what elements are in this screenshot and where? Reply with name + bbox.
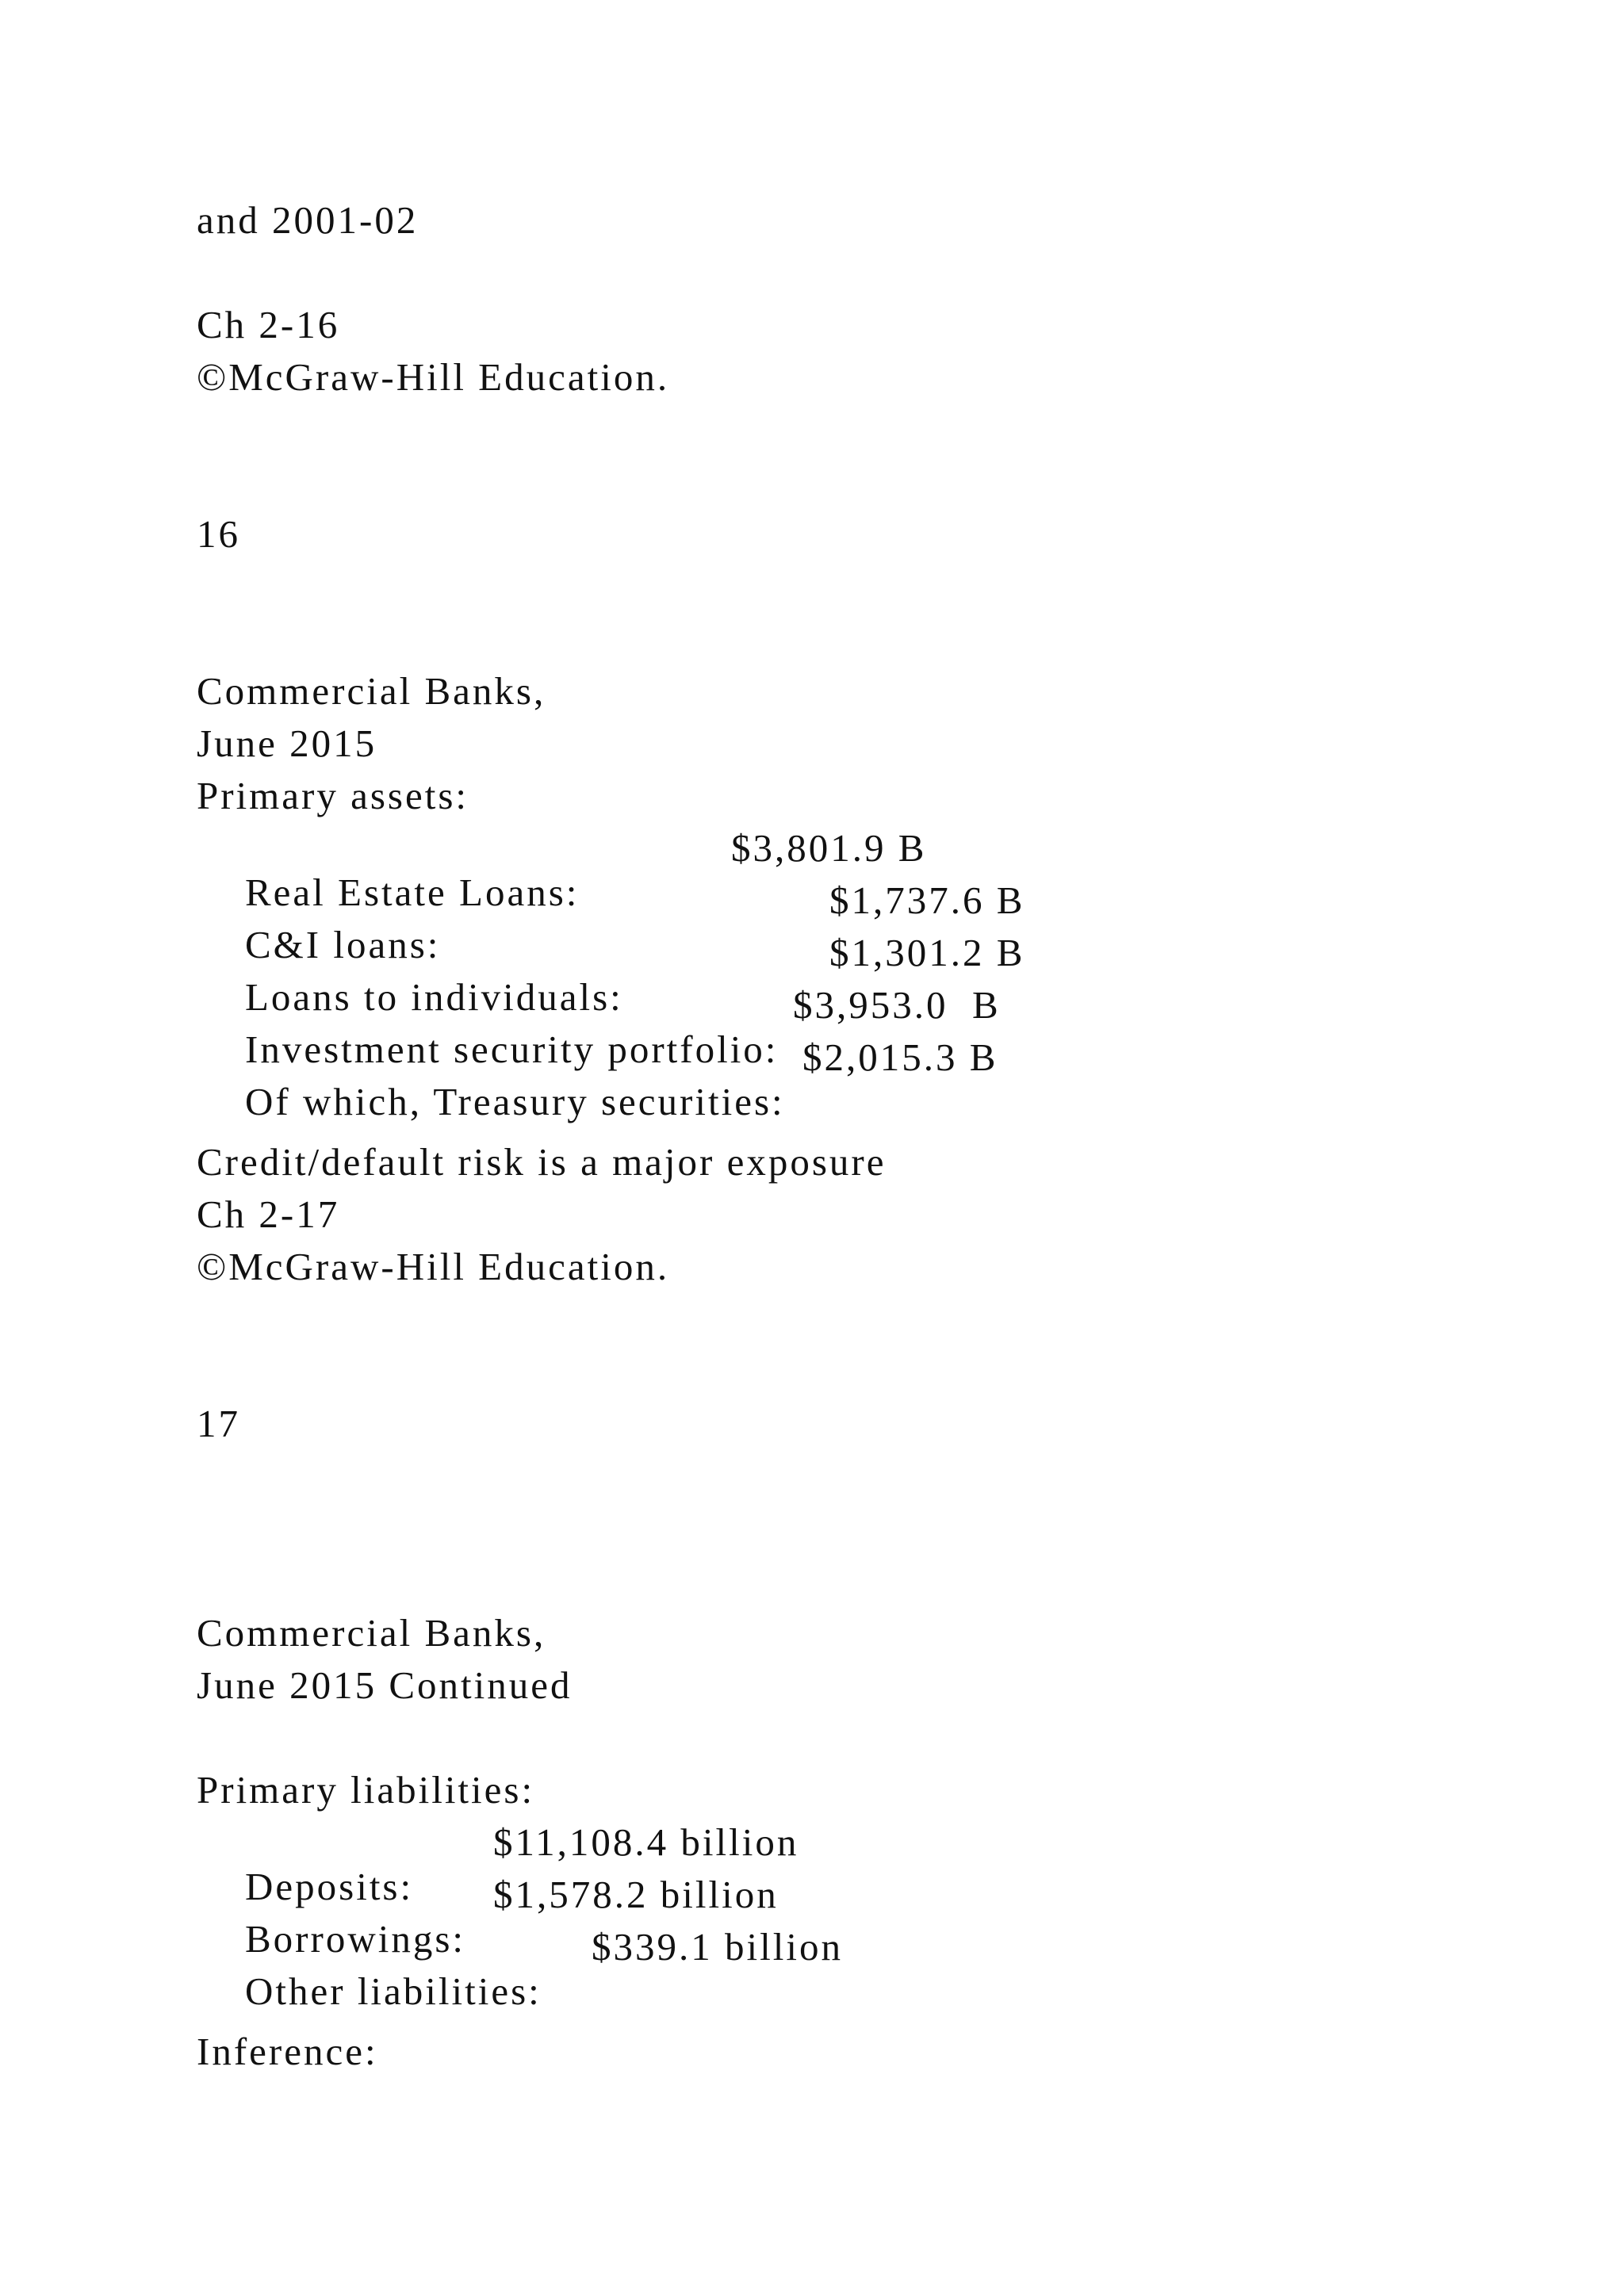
liability-label: Deposits: [245,1865,414,1908]
asset-value: $3,801.9 B [731,826,927,870]
liability-value: $339.1 billion [592,1925,843,1969]
asset-row [197,1035,998,1213]
liability-label: Other liabilities: [245,1969,542,2013]
continuation-text: and 2001-02 [197,198,419,242]
slide-reference: Ch 2-17 [197,1192,340,1236]
asset-label: Real Estate Loans: [245,871,580,914]
slide-title: Commercial Banks, [197,669,546,713]
asset-value: $3,953.0 B [793,983,1001,1027]
liability-label: Borrowings: [245,1917,465,1961]
copyright-notice: ©McGraw-Hill Education. [197,1245,670,1288]
asset-value: $1,301.2 B [829,931,1025,974]
slide-reference: Ch 2-16 [197,303,340,346]
liability-value: $11,108.4 billion [493,1820,799,1864]
page-number: 17 [197,1402,240,1445]
asset-label: C&I loans: [245,923,441,966]
slide-subtitle: June 2015 Continued [197,1663,573,1707]
page-number: 16 [197,512,240,556]
asset-value: $2,015.3 B [802,1035,998,1079]
asset-label: Investment security portfolio: [245,1027,779,1071]
asset-label: Loans to individuals: [245,975,623,1019]
liability-value: $1,578.2 billion [493,1873,779,1916]
risk-note: Credit/default risk is a major exposure [197,1140,887,1184]
slide-subtitle: June 2015 [197,721,377,765]
slide-title: Commercial Banks, [197,1611,546,1655]
copyright-notice: ©McGraw-Hill Education. [197,355,670,399]
section-label: Primary assets: [197,774,469,817]
asset-label: Of which, Treasury securities: [245,1080,785,1123]
section-label: Primary liabilities: [197,1768,535,1812]
inference-label: Inference: [197,2030,378,2073]
asset-value: $1,737.6 B [829,878,1025,922]
liability-row [197,1925,843,2103]
